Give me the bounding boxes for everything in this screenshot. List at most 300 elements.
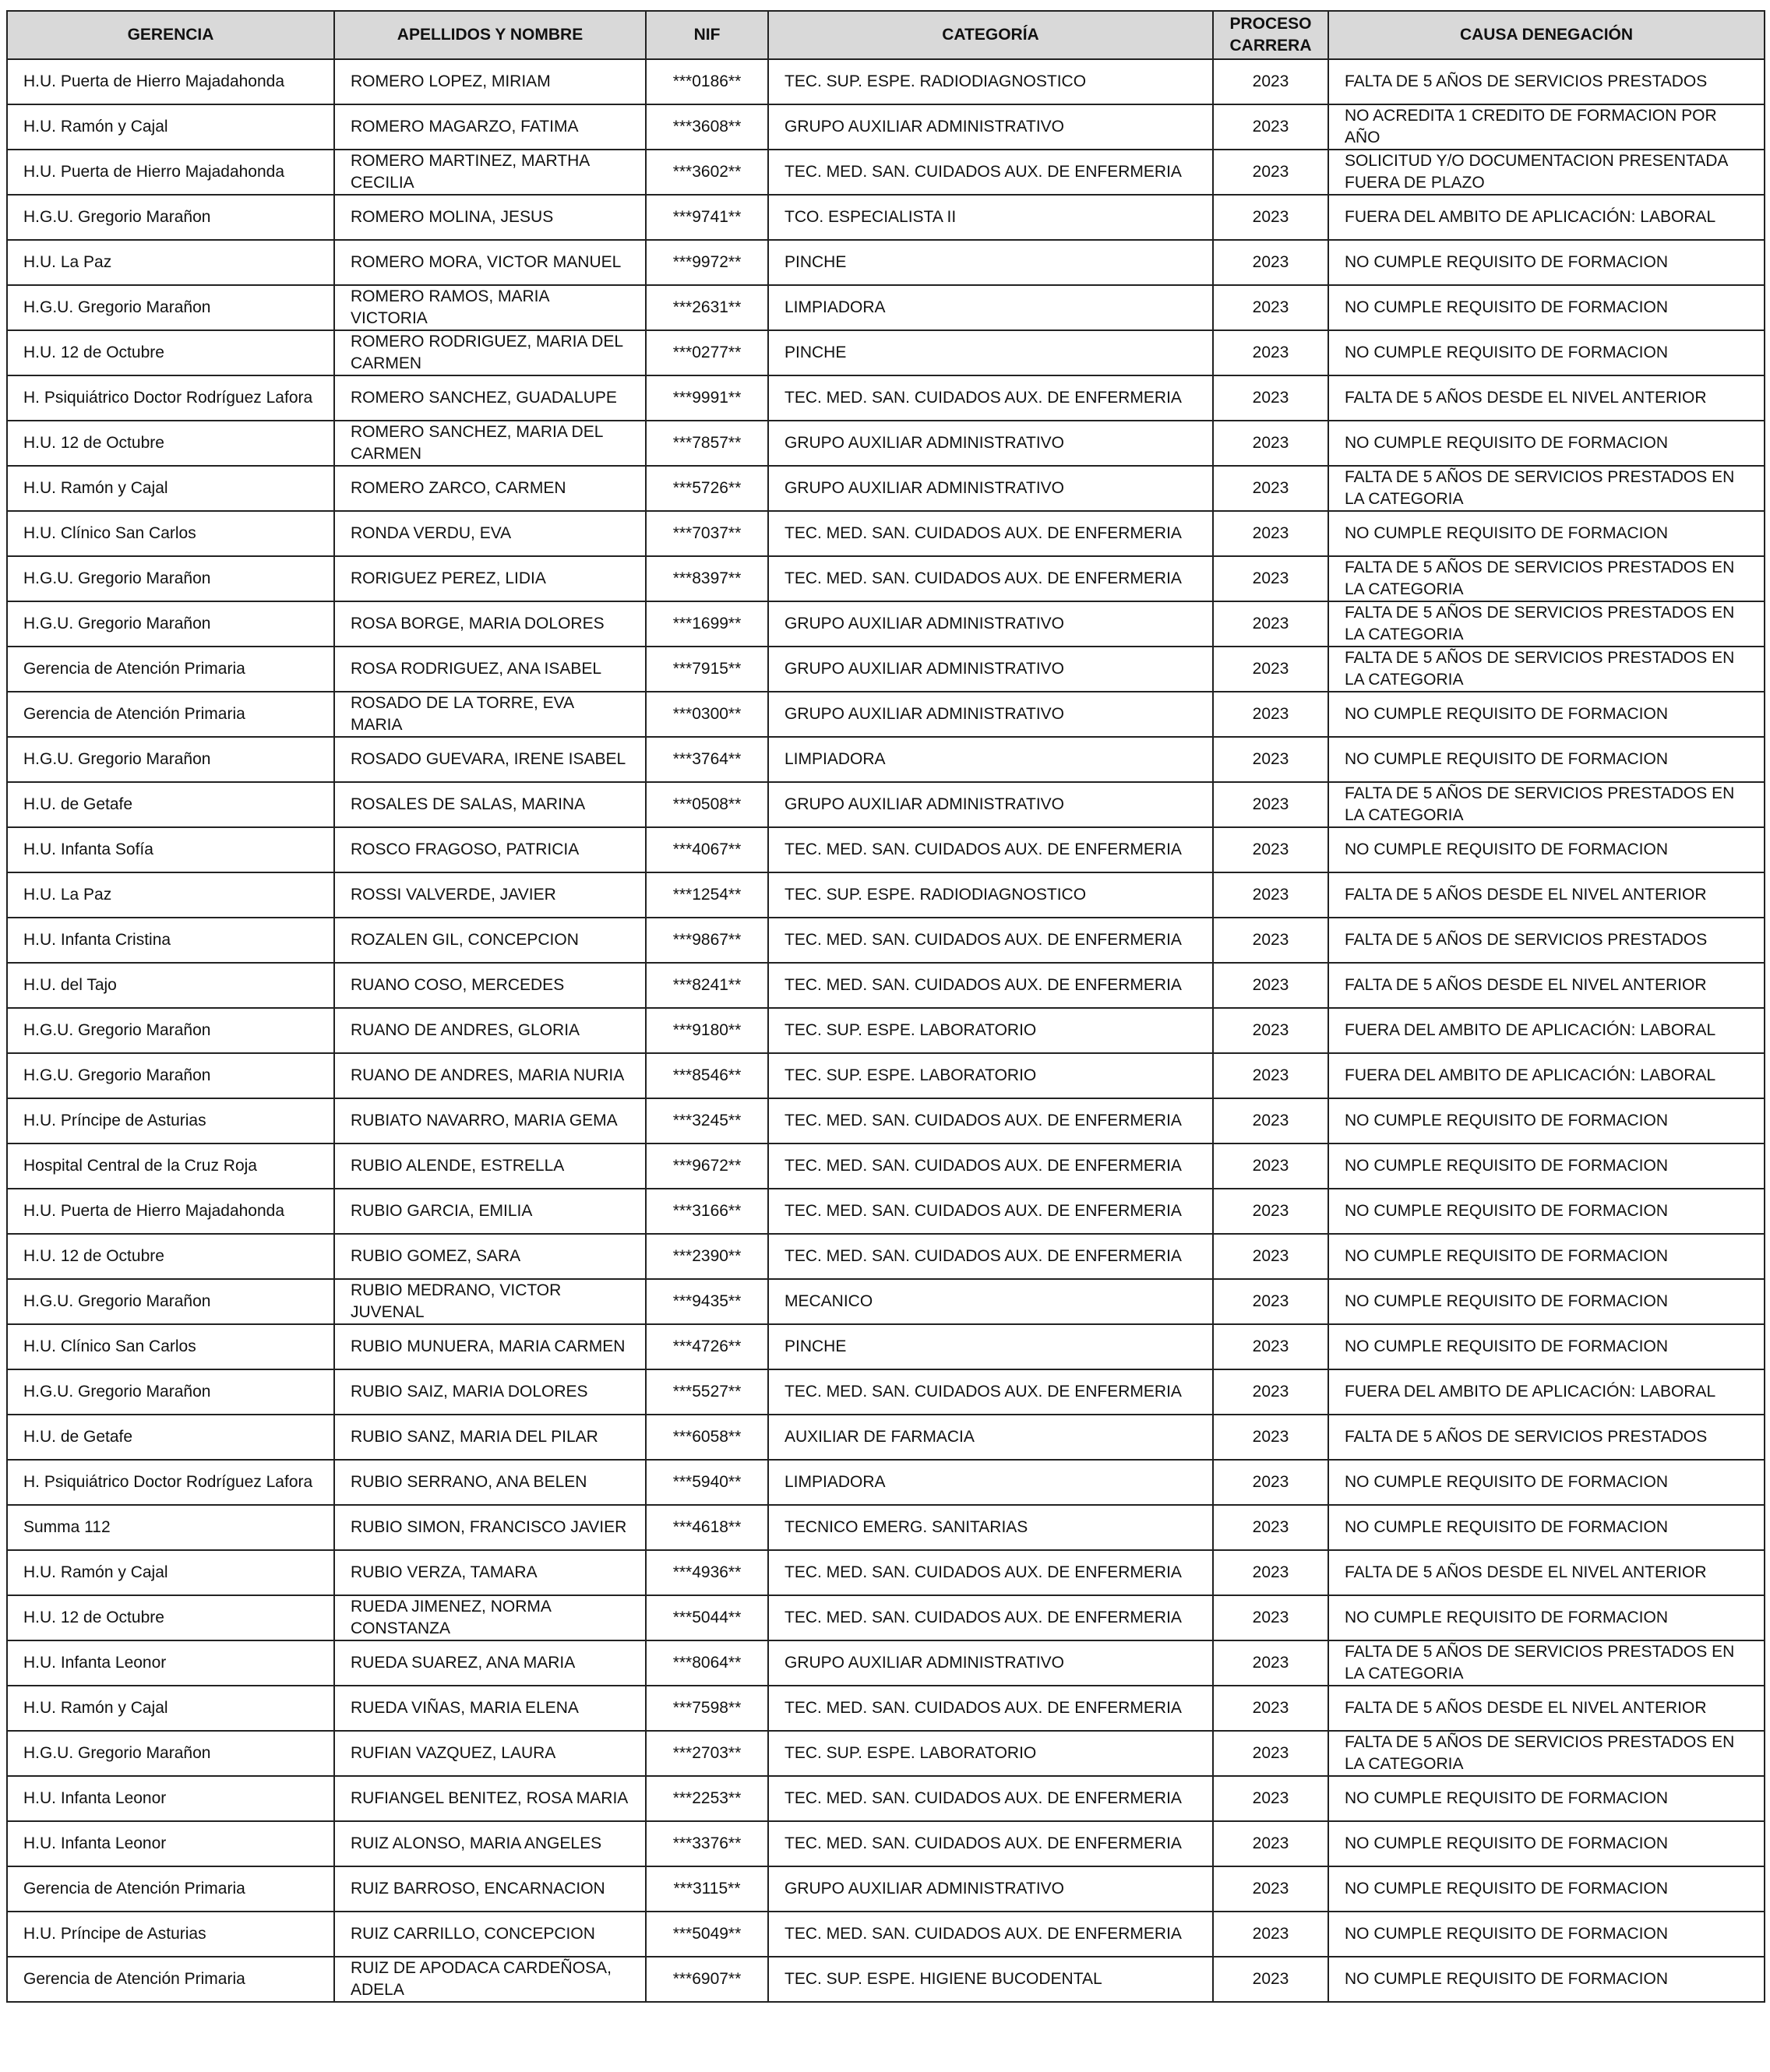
cell-proceso-carrera: 2023 (1213, 1234, 1328, 1279)
cell-gerencia: H.G.U. Gregorio Marañon (7, 285, 334, 330)
table-row (7, 1053, 1765, 1098)
cell-categoria: GRUPO AUXILIAR ADMINISTRATIVO (768, 104, 1213, 150)
cell-causa-denegacion: FALTA DE 5 AÑOS DE SERVICIOS PRESTADOS (1328, 59, 1765, 104)
cell-categoria: TEC. MED. SAN. CUIDADOS AUX. DE ENFERMERIA (768, 1595, 1213, 1640)
cell-apellidos-nombre: RUIZ CARRILLO, CONCEPCION (334, 1912, 646, 1957)
cell-causa-denegacion: NO CUMPLE REQUISITO DE FORMACION (1328, 511, 1765, 556)
cell-apellidos-nombre: RUANO DE ANDRES, GLORIA (334, 1008, 646, 1053)
cell-categoria: TEC. MED. SAN. CUIDADOS AUX. DE ENFERMERIA (768, 1686, 1213, 1731)
cell-proceso-carrera: 2023 (1213, 59, 1328, 104)
cell-apellidos-nombre: ROSADO GUEVARA, IRENE ISABEL (334, 737, 646, 782)
cell-apellidos-nombre: RUBIO MEDRANO, VICTOR JUVENAL (334, 1279, 646, 1324)
cell-causa-denegacion: NO CUMPLE REQUISITO DE FORMACION (1328, 1460, 1765, 1505)
cell-proceso-carrera: 2023 (1213, 195, 1328, 240)
table-row (7, 466, 1765, 511)
cell-nif: ***0508** (646, 782, 768, 827)
cell-causa-denegacion: FALTA DE 5 AÑOS DESDE EL NIVEL ANTERIOR (1328, 1686, 1765, 1731)
table-row (7, 195, 1765, 240)
cell-gerencia: H.U. La Paz (7, 872, 334, 918)
cell-gerencia: Gerencia de Atención Primaria (7, 692, 334, 737)
cell-apellidos-nombre: ROMERO MORA, VICTOR MANUEL (334, 240, 646, 285)
cell-gerencia: H.G.U. Gregorio Marañon (7, 737, 334, 782)
cell-causa-denegacion: FALTA DE 5 AÑOS DE SERVICIOS PRESTADOS EN LA CATEGORIA (1328, 782, 1765, 827)
cell-proceso-carrera: 2023 (1213, 782, 1328, 827)
cell-causa-denegacion: NO CUMPLE REQUISITO DE FORMACION (1328, 1143, 1765, 1189)
cell-nif: ***6907** (646, 1957, 768, 2002)
cell-nif: ***7857** (646, 421, 768, 466)
cell-causa-denegacion: FALTA DE 5 AÑOS DE SERVICIOS PRESTADOS EN LA CATEGORIA (1328, 556, 1765, 601)
header-causa-denegacion: CAUSA DENEGACIÓN (1328, 11, 1765, 59)
cell-categoria: GRUPO AUXILIAR ADMINISTRATIVO (768, 1640, 1213, 1686)
cell-proceso-carrera: 2023 (1213, 240, 1328, 285)
cell-proceso-carrera: 2023 (1213, 872, 1328, 918)
cell-causa-denegacion: NO CUMPLE REQUISITO DE FORMACION (1328, 1957, 1765, 2002)
cell-categoria: TEC. MED. SAN. CUIDADOS AUX. DE ENFERMERIA (768, 1912, 1213, 1957)
cell-causa-denegacion: NO CUMPLE REQUISITO DE FORMACION (1328, 1324, 1765, 1369)
cell-gerencia: H.U. Ramón y Cajal (7, 466, 334, 511)
table-row (7, 1189, 1765, 1234)
cell-categoria: TEC. SUP. ESPE. RADIODIAGNOSTICO (768, 59, 1213, 104)
cell-gerencia: H.U. 12 de Octubre (7, 1234, 334, 1279)
table-row (7, 1234, 1765, 1279)
cell-proceso-carrera: 2023 (1213, 1912, 1328, 1957)
cell-categoria: TEC. MED. SAN. CUIDADOS AUX. DE ENFERMERIA (768, 556, 1213, 601)
cell-nif: ***7598** (646, 1686, 768, 1731)
cell-nif: ***9435** (646, 1279, 768, 1324)
cell-apellidos-nombre: RUFIAN VAZQUEZ, LAURA (334, 1731, 646, 1776)
cell-categoria: TEC. MED. SAN. CUIDADOS AUX. DE ENFERMERIA (768, 918, 1213, 963)
cell-causa-denegacion: FALTA DE 5 AÑOS DE SERVICIOS PRESTADOS (1328, 918, 1765, 963)
table-row (7, 330, 1765, 375)
cell-categoria: TCO. ESPECIALISTA II (768, 195, 1213, 240)
table-row (7, 1776, 1765, 1821)
cell-proceso-carrera: 2023 (1213, 1143, 1328, 1189)
cell-categoria: TEC. MED. SAN. CUIDADOS AUX. DE ENFERMERIA (768, 1143, 1213, 1189)
cell-apellidos-nombre: ROMERO MOLINA, JESUS (334, 195, 646, 240)
cell-proceso-carrera: 2023 (1213, 421, 1328, 466)
table-row (7, 1957, 1765, 2002)
cell-categoria: GRUPO AUXILIAR ADMINISTRATIVO (768, 601, 1213, 647)
table-row (7, 375, 1765, 421)
cell-proceso-carrera: 2023 (1213, 556, 1328, 601)
cell-causa-denegacion: FALTA DE 5 AÑOS DE SERVICIOS PRESTADOS EN LA CATEGORIA (1328, 601, 1765, 647)
cell-causa-denegacion: NO CUMPLE REQUISITO DE FORMACION (1328, 1189, 1765, 1234)
cell-nif: ***3376** (646, 1821, 768, 1866)
cell-nif: ***3115** (646, 1866, 768, 1912)
cell-apellidos-nombre: RUBIO SIMON, FRANCISCO JAVIER (334, 1505, 646, 1550)
cell-proceso-carrera: 2023 (1213, 918, 1328, 963)
cell-categoria: GRUPO AUXILIAR ADMINISTRATIVO (768, 1866, 1213, 1912)
cell-nif: ***0186** (646, 59, 768, 104)
cell-apellidos-nombre: ROMERO SANCHEZ, GUADALUPE (334, 375, 646, 421)
table-row (7, 150, 1765, 195)
cell-categoria: TEC. MED. SAN. CUIDADOS AUX. DE ENFERMERIA (768, 963, 1213, 1008)
cell-causa-denegacion: NO CUMPLE REQUISITO DE FORMACION (1328, 1776, 1765, 1821)
denegaciones-table (6, 10, 1765, 2003)
cell-proceso-carrera: 2023 (1213, 1053, 1328, 1098)
cell-categoria: TEC. MED. SAN. CUIDADOS AUX. DE ENFERMERIA (768, 1821, 1213, 1866)
table-row (7, 918, 1765, 963)
cell-apellidos-nombre: ROMERO SANCHEZ, MARIA DEL CARMEN (334, 421, 646, 466)
cell-apellidos-nombre: RUBIO SAIZ, MARIA DOLORES (334, 1369, 646, 1415)
cell-proceso-carrera: 2023 (1213, 1189, 1328, 1234)
cell-causa-denegacion: NO CUMPLE REQUISITO DE FORMACION (1328, 421, 1765, 466)
cell-categoria: LIMPIADORA (768, 737, 1213, 782)
cell-nif: ***4936** (646, 1550, 768, 1595)
header-row (7, 11, 1765, 59)
cell-categoria: TEC. SUP. ESPE. LABORATORIO (768, 1053, 1213, 1098)
cell-apellidos-nombre: ROSA BORGE, MARIA DOLORES (334, 601, 646, 647)
cell-apellidos-nombre: RUBIO GOMEZ, SARA (334, 1234, 646, 1279)
cell-gerencia: H.U. del Tajo (7, 963, 334, 1008)
cell-nif: ***2390** (646, 1234, 768, 1279)
cell-nif: ***8064** (646, 1640, 768, 1686)
cell-gerencia: H.U. Ramón y Cajal (7, 104, 334, 150)
cell-apellidos-nombre: ROMERO LOPEZ, MIRIAM (334, 59, 646, 104)
cell-apellidos-nombre: ROSSI VALVERDE, JAVIER (334, 872, 646, 918)
cell-categoria: GRUPO AUXILIAR ADMINISTRATIVO (768, 782, 1213, 827)
cell-nif: ***2253** (646, 1776, 768, 1821)
cell-gerencia: H.U. de Getafe (7, 1415, 334, 1460)
cell-causa-denegacion: NO CUMPLE REQUISITO DE FORMACION (1328, 1279, 1765, 1324)
cell-categoria: GRUPO AUXILIAR ADMINISTRATIVO (768, 647, 1213, 692)
cell-gerencia: Hospital Central de la Cruz Roja (7, 1143, 334, 1189)
cell-apellidos-nombre: RUIZ ALONSO, MARIA ANGELES (334, 1821, 646, 1866)
cell-apellidos-nombre: RUBIO MUNUERA, MARIA CARMEN (334, 1324, 646, 1369)
cell-categoria: PINCHE (768, 330, 1213, 375)
cell-causa-denegacion: NO ACREDITA 1 CREDITO DE FORMACION POR AÑO (1328, 104, 1765, 150)
cell-proceso-carrera: 2023 (1213, 1595, 1328, 1640)
table-row (7, 827, 1765, 872)
cell-proceso-carrera: 2023 (1213, 647, 1328, 692)
cell-categoria: TEC. MED. SAN. CUIDADOS AUX. DE ENFERMERIA (768, 150, 1213, 195)
cell-apellidos-nombre: ROZALEN GIL, CONCEPCION (334, 918, 646, 963)
table-row (7, 1415, 1765, 1460)
cell-causa-denegacion: FALTA DE 5 AÑOS DESDE EL NIVEL ANTERIOR (1328, 963, 1765, 1008)
cell-categoria: PINCHE (768, 240, 1213, 285)
cell-proceso-carrera: 2023 (1213, 1866, 1328, 1912)
header-apellidos-nombre: APELLIDOS Y NOMBRE (334, 11, 646, 59)
cell-apellidos-nombre: RUEDA VIÑAS, MARIA ELENA (334, 1686, 646, 1731)
cell-categoria: GRUPO AUXILIAR ADMINISTRATIVO (768, 421, 1213, 466)
cell-apellidos-nombre: RORIGUEZ PEREZ, LIDIA (334, 556, 646, 601)
cell-proceso-carrera: 2023 (1213, 1415, 1328, 1460)
cell-nif: ***3245** (646, 1098, 768, 1143)
cell-gerencia: Summa 112 (7, 1505, 334, 1550)
table-row (7, 104, 1765, 150)
table-row (7, 511, 1765, 556)
cell-apellidos-nombre: RUANO DE ANDRES, MARIA NURIA (334, 1053, 646, 1098)
cell-nif: ***0300** (646, 692, 768, 737)
cell-gerencia: H.U. Infanta Leonor (7, 1821, 334, 1866)
cell-categoria: TEC. MED. SAN. CUIDADOS AUX. DE ENFERMERIA (768, 511, 1213, 556)
cell-apellidos-nombre: ROMERO MAGARZO, FATIMA (334, 104, 646, 150)
cell-proceso-carrera: 2023 (1213, 104, 1328, 150)
cell-gerencia: H.U. Infanta Cristina (7, 918, 334, 963)
cell-causa-denegacion: FALTA DE 5 AÑOS DESDE EL NIVEL ANTERIOR (1328, 375, 1765, 421)
cell-categoria: AUXILIAR DE FARMACIA (768, 1415, 1213, 1460)
cell-nif: ***9867** (646, 918, 768, 963)
cell-nif: ***2703** (646, 1731, 768, 1776)
cell-causa-denegacion: NO CUMPLE REQUISITO DE FORMACION (1328, 692, 1765, 737)
cell-proceso-carrera: 2023 (1213, 1460, 1328, 1505)
cell-nif: ***3166** (646, 1189, 768, 1234)
cell-nif: ***1254** (646, 872, 768, 918)
header-proceso-line1: PROCESO (1229, 15, 1312, 33)
cell-categoria: TEC. MED. SAN. CUIDADOS AUX. DE ENFERMERIA (768, 1098, 1213, 1143)
table-row (7, 1505, 1765, 1550)
cell-categoria: TEC. SUP. ESPE. RADIODIAGNOSTICO (768, 872, 1213, 918)
table-row (7, 421, 1765, 466)
header-proceso-carrera (1213, 11, 1328, 59)
cell-causa-denegacion: FALTA DE 5 AÑOS DE SERVICIOS PRESTADOS EN LA CATEGORIA (1328, 466, 1765, 511)
cell-causa-denegacion: FUERA DEL AMBITO DE APLICACIÓN: LABORAL (1328, 1053, 1765, 1098)
cell-nif: ***8241** (646, 963, 768, 1008)
cell-categoria: LIMPIADORA (768, 285, 1213, 330)
cell-gerencia: Gerencia de Atención Primaria (7, 1957, 334, 2002)
cell-categoria: LIMPIADORA (768, 1460, 1213, 1505)
cell-proceso-carrera: 2023 (1213, 1776, 1328, 1821)
table-row (7, 1550, 1765, 1595)
cell-apellidos-nombre: RUEDA JIMENEZ, NORMA CONSTANZA (334, 1595, 646, 1640)
cell-categoria: TEC. MED. SAN. CUIDADOS AUX. DE ENFERMERIA (768, 1550, 1213, 1595)
cell-nif: ***5940** (646, 1460, 768, 1505)
table-row (7, 1731, 1765, 1776)
cell-nif: ***4618** (646, 1505, 768, 1550)
cell-apellidos-nombre: ROSADO DE LA TORRE, EVA MARIA (334, 692, 646, 737)
cell-gerencia: H.G.U. Gregorio Marañon (7, 1008, 334, 1053)
cell-causa-denegacion: NO CUMPLE REQUISITO DE FORMACION (1328, 240, 1765, 285)
table-row (7, 1098, 1765, 1143)
header-categoria: CATEGORÍA (768, 11, 1213, 59)
cell-nif: ***9180** (646, 1008, 768, 1053)
table-row (7, 1008, 1765, 1053)
table-row (7, 1821, 1765, 1866)
header-gerencia: GERENCIA (7, 11, 334, 59)
table-header (7, 11, 1765, 59)
cell-apellidos-nombre: ROSALES DE SALAS, MARINA (334, 782, 646, 827)
cell-gerencia: H.U. Ramón y Cajal (7, 1550, 334, 1595)
cell-nif: ***9672** (646, 1143, 768, 1189)
cell-gerencia: H.U. Puerta de Hierro Majadahonda (7, 150, 334, 195)
table-row (7, 556, 1765, 601)
cell-gerencia: H.U. 12 de Octubre (7, 1595, 334, 1640)
cell-proceso-carrera: 2023 (1213, 1008, 1328, 1053)
table-body (7, 59, 1765, 2002)
table-row (7, 963, 1765, 1008)
table-row (7, 1912, 1765, 1957)
cell-categoria: TEC. SUP. ESPE. LABORATORIO (768, 1008, 1213, 1053)
cell-apellidos-nombre: ROMERO RODRIGUEZ, MARIA DEL CARMEN (334, 330, 646, 375)
cell-apellidos-nombre: RONDA VERDU, EVA (334, 511, 646, 556)
cell-nif: ***1699** (646, 601, 768, 647)
cell-gerencia: H.U. Príncipe de Asturias (7, 1912, 334, 1957)
cell-causa-denegacion: FUERA DEL AMBITO DE APLICACIÓN: LABORAL (1328, 195, 1765, 240)
table-row (7, 1866, 1765, 1912)
cell-gerencia: H.G.U. Gregorio Marañon (7, 601, 334, 647)
cell-causa-denegacion: FALTA DE 5 AÑOS DE SERVICIOS PRESTADOS EN LA CATEGORIA (1328, 1731, 1765, 1776)
cell-proceso-carrera: 2023 (1213, 285, 1328, 330)
cell-gerencia: H.U. Príncipe de Asturias (7, 1098, 334, 1143)
cell-causa-denegacion: SOLICITUD Y/O DOCUMENTACION PRESENTADA FUERA DE PLAZO (1328, 150, 1765, 195)
cell-nif: ***3602** (646, 150, 768, 195)
cell-causa-denegacion: NO CUMPLE REQUISITO DE FORMACION (1328, 827, 1765, 872)
table-row (7, 872, 1765, 918)
table-row (7, 240, 1765, 285)
cell-apellidos-nombre: RUBIO ALENDE, ESTRELLA (334, 1143, 646, 1189)
cell-proceso-carrera: 2023 (1213, 375, 1328, 421)
cell-categoria: TEC. MED. SAN. CUIDADOS AUX. DE ENFERMERIA (768, 375, 1213, 421)
cell-gerencia: H.U. de Getafe (7, 782, 334, 827)
cell-gerencia: H.G.U. Gregorio Marañon (7, 1731, 334, 1776)
cell-causa-denegacion: NO CUMPLE REQUISITO DE FORMACION (1328, 1505, 1765, 1550)
cell-apellidos-nombre: ROMERO RAMOS, MARIA VICTORIA (334, 285, 646, 330)
cell-causa-denegacion: FUERA DEL AMBITO DE APLICACIÓN: LABORAL (1328, 1369, 1765, 1415)
cell-nif: ***8546** (646, 1053, 768, 1098)
cell-gerencia: H.U. Puerta de Hierro Majadahonda (7, 1189, 334, 1234)
cell-proceso-carrera: 2023 (1213, 692, 1328, 737)
cell-proceso-carrera: 2023 (1213, 1957, 1328, 2002)
cell-gerencia: Gerencia de Atención Primaria (7, 647, 334, 692)
cell-apellidos-nombre: RUFIANGEL BENITEZ, ROSA MARIA (334, 1776, 646, 1821)
cell-gerencia: H.U. Infanta Sofía (7, 827, 334, 872)
cell-causa-denegacion: NO CUMPLE REQUISITO DE FORMACION (1328, 285, 1765, 330)
cell-nif: ***9972** (646, 240, 768, 285)
table-row (7, 59, 1765, 104)
cell-gerencia: H.U. Infanta Leonor (7, 1776, 334, 1821)
cell-gerencia: H. Psiquiátrico Doctor Rodríguez Lafora (7, 1460, 334, 1505)
cell-proceso-carrera: 2023 (1213, 1098, 1328, 1143)
table-row (7, 1595, 1765, 1640)
cell-nif: ***9741** (646, 195, 768, 240)
cell-apellidos-nombre: RUANO COSO, MERCEDES (334, 963, 646, 1008)
table-row (7, 692, 1765, 737)
cell-apellidos-nombre: ROSCO FRAGOSO, PATRICIA (334, 827, 646, 872)
cell-causa-denegacion: FALTA DE 5 AÑOS DE SERVICIOS PRESTADOS EN LA CATEGORIA (1328, 1640, 1765, 1686)
cell-proceso-carrera: 2023 (1213, 1369, 1328, 1415)
cell-nif: ***4067** (646, 827, 768, 872)
cell-nif: ***9991** (646, 375, 768, 421)
cell-categoria: TEC. SUP. ESPE. HIGIENE BUCODENTAL (768, 1957, 1213, 2002)
cell-gerencia: H.G.U. Gregorio Marañon (7, 556, 334, 601)
cell-categoria: GRUPO AUXILIAR ADMINISTRATIVO (768, 466, 1213, 511)
header-proceso-line2: CARRERA (1229, 37, 1312, 55)
cell-proceso-carrera: 2023 (1213, 1324, 1328, 1369)
table-row (7, 1143, 1765, 1189)
table-row (7, 782, 1765, 827)
cell-nif: ***4726** (646, 1324, 768, 1369)
cell-proceso-carrera: 2023 (1213, 963, 1328, 1008)
cell-gerencia: H.G.U. Gregorio Marañon (7, 1053, 334, 1098)
cell-categoria: TECNICO EMERG. SANITARIAS (768, 1505, 1213, 1550)
cell-gerencia: H.G.U. Gregorio Marañon (7, 1279, 334, 1324)
cell-gerencia: H.G.U. Gregorio Marañon (7, 195, 334, 240)
cell-nif: ***5527** (646, 1369, 768, 1415)
cell-nif: ***5049** (646, 1912, 768, 1957)
cell-gerencia: H.U. La Paz (7, 240, 334, 285)
cell-gerencia: H.U. Clínico San Carlos (7, 1324, 334, 1369)
cell-apellidos-nombre: RUIZ DE APODACA CARDEÑOSA, ADELA (334, 1957, 646, 2002)
cell-proceso-carrera: 2023 (1213, 1505, 1328, 1550)
cell-apellidos-nombre: RUEDA SUAREZ, ANA MARIA (334, 1640, 646, 1686)
cell-apellidos-nombre: RUBIO SERRANO, ANA BELEN (334, 1460, 646, 1505)
cell-categoria: TEC. MED. SAN. CUIDADOS AUX. DE ENFERMERIA (768, 1234, 1213, 1279)
cell-nif: ***7037** (646, 511, 768, 556)
cell-nif: ***5044** (646, 1595, 768, 1640)
header-nif: NIF (646, 11, 768, 59)
cell-categoria: TEC. MED. SAN. CUIDADOS AUX. DE ENFERMERIA (768, 1369, 1213, 1415)
table-row (7, 1640, 1765, 1686)
cell-proceso-carrera: 2023 (1213, 330, 1328, 375)
cell-categoria: PINCHE (768, 1324, 1213, 1369)
cell-gerencia: H.U. Infanta Leonor (7, 1640, 334, 1686)
cell-proceso-carrera: 2023 (1213, 737, 1328, 782)
cell-categoria: TEC. SUP. ESPE. LABORATORIO (768, 1731, 1213, 1776)
cell-nif: ***3764** (646, 737, 768, 782)
cell-categoria: GRUPO AUXILIAR ADMINISTRATIVO (768, 692, 1213, 737)
cell-nif: ***5726** (646, 466, 768, 511)
cell-causa-denegacion: NO CUMPLE REQUISITO DE FORMACION (1328, 330, 1765, 375)
cell-proceso-carrera: 2023 (1213, 1731, 1328, 1776)
cell-proceso-carrera: 2023 (1213, 601, 1328, 647)
cell-proceso-carrera: 2023 (1213, 466, 1328, 511)
cell-proceso-carrera: 2023 (1213, 1550, 1328, 1595)
table-row (7, 737, 1765, 782)
table-row (7, 647, 1765, 692)
cell-apellidos-nombre: ROMERO MARTINEZ, MARTHA CECILIA (334, 150, 646, 195)
cell-gerencia: H.U. Puerta de Hierro Majadahonda (7, 59, 334, 104)
table-row (7, 285, 1765, 330)
cell-categoria: TEC. MED. SAN. CUIDADOS AUX. DE ENFERMERIA (768, 1776, 1213, 1821)
cell-gerencia: H.U. 12 de Octubre (7, 330, 334, 375)
cell-causa-denegacion: FALTA DE 5 AÑOS DE SERVICIOS PRESTADOS EN LA CATEGORIA (1328, 647, 1765, 692)
cell-causa-denegacion: NO CUMPLE REQUISITO DE FORMACION (1328, 1866, 1765, 1912)
table-row (7, 601, 1765, 647)
cell-causa-denegacion: FUERA DEL AMBITO DE APLICACIÓN: LABORAL (1328, 1008, 1765, 1053)
cell-proceso-carrera: 2023 (1213, 1640, 1328, 1686)
cell-proceso-carrera: 2023 (1213, 150, 1328, 195)
cell-nif: ***3608** (646, 104, 768, 150)
cell-apellidos-nombre: RUBIO VERZA, TAMARA (334, 1550, 646, 1595)
cell-gerencia: H.G.U. Gregorio Marañon (7, 1369, 334, 1415)
cell-nif: ***2631** (646, 285, 768, 330)
cell-gerencia: H. Psiquiátrico Doctor Rodríguez Lafora (7, 375, 334, 421)
table-row (7, 1686, 1765, 1731)
cell-causa-denegacion: NO CUMPLE REQUISITO DE FORMACION (1328, 1098, 1765, 1143)
cell-causa-denegacion: NO CUMPLE REQUISITO DE FORMACION (1328, 1912, 1765, 1957)
cell-causa-denegacion: NO CUMPLE REQUISITO DE FORMACION (1328, 1234, 1765, 1279)
cell-causa-denegacion: FALTA DE 5 AÑOS DESDE EL NIVEL ANTERIOR (1328, 1550, 1765, 1595)
cell-nif: ***0277** (646, 330, 768, 375)
cell-nif: ***8397** (646, 556, 768, 601)
cell-proceso-carrera: 2023 (1213, 827, 1328, 872)
cell-gerencia: Gerencia de Atención Primaria (7, 1866, 334, 1912)
cell-apellidos-nombre: RUBIATO NAVARRO, MARIA GEMA (334, 1098, 646, 1143)
table-row (7, 1369, 1765, 1415)
cell-apellidos-nombre: ROMERO ZARCO, CARMEN (334, 466, 646, 511)
cell-categoria: MECANICO (768, 1279, 1213, 1324)
cell-gerencia: H.U. 12 de Octubre (7, 421, 334, 466)
table-row (7, 1279, 1765, 1324)
cell-categoria: TEC. MED. SAN. CUIDADOS AUX. DE ENFERMERIA (768, 1189, 1213, 1234)
cell-apellidos-nombre: RUIZ BARROSO, ENCARNACION (334, 1866, 646, 1912)
cell-causa-denegacion: FALTA DE 5 AÑOS DESDE EL NIVEL ANTERIOR (1328, 872, 1765, 918)
cell-gerencia: H.U. Ramón y Cajal (7, 1686, 334, 1731)
cell-apellidos-nombre: ROSA RODRIGUEZ, ANA ISABEL (334, 647, 646, 692)
cell-categoria: TEC. MED. SAN. CUIDADOS AUX. DE ENFERMERIA (768, 827, 1213, 872)
cell-proceso-carrera: 2023 (1213, 1686, 1328, 1731)
table-row (7, 1324, 1765, 1369)
